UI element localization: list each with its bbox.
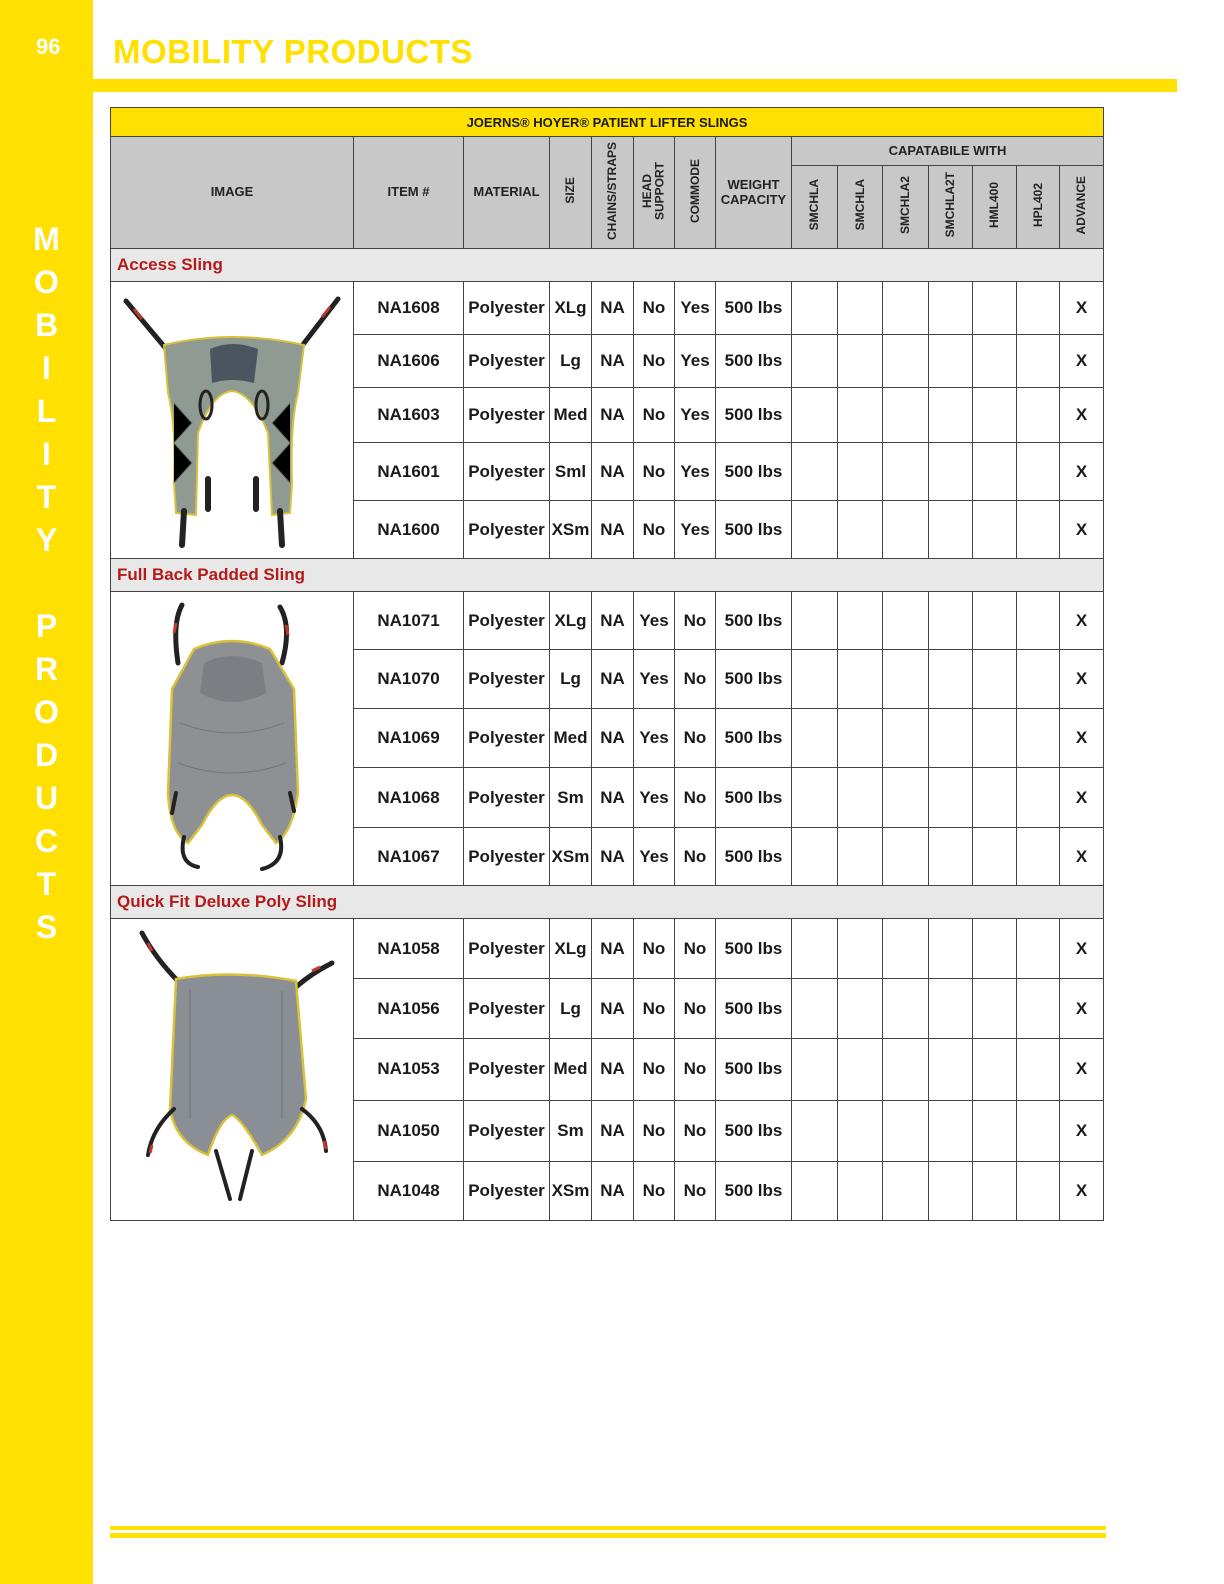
cell-compat-4 bbox=[973, 768, 1017, 828]
cell-item: NA1067 bbox=[354, 828, 464, 886]
cell-commode: No bbox=[675, 650, 716, 709]
cell-compat-4 bbox=[973, 828, 1017, 886]
cell-chains: NA bbox=[592, 388, 634, 443]
cell-compat-0 bbox=[792, 501, 838, 559]
cell-material: Polyester bbox=[464, 282, 550, 335]
cell-compat-3 bbox=[929, 1161, 973, 1220]
cell-compat-5 bbox=[1017, 282, 1060, 335]
title-underline bbox=[93, 79, 1177, 92]
cell-compat-6: X bbox=[1060, 592, 1104, 650]
cell-size: Med bbox=[550, 388, 592, 443]
cell-commode: No bbox=[675, 592, 716, 650]
cell-item: NA1050 bbox=[354, 1100, 464, 1161]
side-letter: M bbox=[33, 221, 60, 257]
cell-compat-5 bbox=[1017, 650, 1060, 709]
header-commode: COMMODE bbox=[675, 137, 716, 249]
header-compat-0: SMCHLA bbox=[792, 166, 838, 249]
cell-weight: 500 lbs bbox=[716, 1161, 792, 1220]
cell-compat-3 bbox=[929, 709, 973, 768]
cell-compat-6: X bbox=[1060, 1100, 1104, 1161]
cell-compat-4 bbox=[973, 282, 1017, 335]
cell-compat-2 bbox=[883, 650, 929, 709]
cell-head: No bbox=[634, 1039, 675, 1100]
cell-compat-0 bbox=[792, 1039, 838, 1100]
cell-compat-4 bbox=[973, 1039, 1017, 1100]
side-letter: I bbox=[42, 350, 51, 386]
cell-weight: 500 lbs bbox=[716, 1039, 792, 1100]
cell-weight: 500 lbs bbox=[716, 501, 792, 559]
cell-compat-0 bbox=[792, 335, 838, 388]
cell-commode: Yes bbox=[675, 335, 716, 388]
header-compat-5: HPL402 bbox=[1017, 166, 1060, 249]
section-header-cell bbox=[111, 249, 1104, 282]
header-size: SIZE bbox=[550, 137, 592, 249]
cell-chains: NA bbox=[592, 1100, 634, 1161]
footer-rule-top bbox=[110, 1526, 1106, 1530]
cell-compat-2 bbox=[883, 919, 929, 979]
header-chains-straps: CHAINS/STRAPS bbox=[592, 137, 634, 249]
header-compat-1: SMCHLA bbox=[838, 166, 883, 249]
cell-chains: NA bbox=[592, 768, 634, 828]
cell-compat-4 bbox=[973, 919, 1017, 979]
cell-head: No bbox=[634, 1161, 675, 1220]
cell-size: Sm bbox=[550, 768, 592, 828]
cell-compat-3 bbox=[929, 282, 973, 335]
cell-weight: 500 lbs bbox=[716, 282, 792, 335]
cell-material: Polyester bbox=[464, 709, 550, 768]
cell-material: Polyester bbox=[464, 919, 550, 979]
cell-compat-1 bbox=[838, 1039, 883, 1100]
side-letter: U bbox=[34, 780, 59, 816]
cell-compat-0 bbox=[792, 1161, 838, 1220]
cell-material: Polyester bbox=[464, 650, 550, 709]
sling-table bbox=[110, 107, 1104, 1221]
cell-compat-4 bbox=[973, 709, 1017, 768]
cell-compat-1 bbox=[838, 979, 883, 1039]
cell-compat-3 bbox=[929, 443, 973, 501]
cell-compat-2 bbox=[883, 1039, 929, 1100]
cell-compat-0 bbox=[792, 828, 838, 886]
cell-compat-1 bbox=[838, 592, 883, 650]
cell-compat-3 bbox=[929, 1039, 973, 1100]
cell-compat-0 bbox=[792, 979, 838, 1039]
cell-material: Polyester bbox=[464, 768, 550, 828]
side-letter: I bbox=[42, 436, 51, 472]
cell-compat-0 bbox=[792, 388, 838, 443]
cell-head: No bbox=[634, 388, 675, 443]
quick-fit-deluxe-poly-sling-image bbox=[112, 919, 352, 1215]
table-row bbox=[111, 592, 1104, 650]
side-letter: D bbox=[34, 737, 59, 773]
cell-size: Lg bbox=[550, 979, 592, 1039]
table-row bbox=[111, 282, 1104, 335]
cell-compat-5 bbox=[1017, 768, 1060, 828]
page-number: 96 bbox=[36, 34, 61, 59]
cell-commode: No bbox=[675, 828, 716, 886]
cell-compat-0 bbox=[792, 650, 838, 709]
cell-compat-4 bbox=[973, 979, 1017, 1039]
cell-size: XLg bbox=[550, 592, 592, 650]
cell-head: Yes bbox=[634, 650, 675, 709]
header-compat-4: HML400 bbox=[973, 166, 1017, 249]
cell-commode: No bbox=[675, 1100, 716, 1161]
cell-compat-4 bbox=[973, 1100, 1017, 1161]
cell-compat-1 bbox=[838, 650, 883, 709]
cell-item: NA1601 bbox=[354, 443, 464, 501]
cell-item: NA1056 bbox=[354, 979, 464, 1039]
cell-chains: NA bbox=[592, 1161, 634, 1220]
cell-weight: 500 lbs bbox=[716, 979, 792, 1039]
cell-compat-2 bbox=[883, 592, 929, 650]
side-letter: C bbox=[34, 823, 59, 859]
sling-image-cell bbox=[111, 919, 354, 1221]
cell-item: NA1608 bbox=[354, 282, 464, 335]
cell-compat-0 bbox=[792, 709, 838, 768]
cell-item: NA1068 bbox=[354, 768, 464, 828]
cell-material: Polyester bbox=[464, 1039, 550, 1100]
cell-size: XLg bbox=[550, 282, 592, 335]
side-banner bbox=[0, 0, 93, 1584]
cell-compat-2 bbox=[883, 709, 929, 768]
cell-compat-5 bbox=[1017, 1039, 1060, 1100]
cell-compat-2 bbox=[883, 282, 929, 335]
cell-weight: 500 lbs bbox=[716, 828, 792, 886]
cell-commode: No bbox=[675, 1039, 716, 1100]
cell-head: Yes bbox=[634, 828, 675, 886]
cell-head: No bbox=[634, 282, 675, 335]
cell-commode: No bbox=[675, 709, 716, 768]
side-letter: O bbox=[34, 694, 59, 730]
cell-size: Sml bbox=[550, 443, 592, 501]
side-letter: L bbox=[36, 393, 57, 429]
cell-compat-0 bbox=[792, 919, 838, 979]
cell-chains: NA bbox=[592, 709, 634, 768]
cell-size: Med bbox=[550, 709, 592, 768]
cell-commode: No bbox=[675, 979, 716, 1039]
cell-material: Polyester bbox=[464, 1161, 550, 1220]
cell-compat-0 bbox=[792, 592, 838, 650]
cell-weight: 500 lbs bbox=[716, 443, 792, 501]
sling-image-cell bbox=[111, 592, 354, 886]
cell-weight: 500 lbs bbox=[716, 768, 792, 828]
cell-chains: NA bbox=[592, 1039, 634, 1100]
cell-weight: 500 lbs bbox=[716, 335, 792, 388]
cell-compat-1 bbox=[838, 443, 883, 501]
side-letter: R bbox=[34, 651, 59, 687]
cell-item: NA1058 bbox=[354, 919, 464, 979]
cell-head: No bbox=[634, 1100, 675, 1161]
header-compat-6: ADVANCE bbox=[1060, 166, 1104, 249]
cell-item: NA1071 bbox=[354, 592, 464, 650]
cell-compat-5 bbox=[1017, 443, 1060, 501]
cell-compat-6: X bbox=[1060, 1039, 1104, 1100]
cell-size: XLg bbox=[550, 919, 592, 979]
cell-material: Polyester bbox=[464, 592, 550, 650]
cell-chains: NA bbox=[592, 650, 634, 709]
section-title: Quick Fit Deluxe Poly Sling bbox=[117, 892, 338, 911]
cell-commode: Yes bbox=[675, 388, 716, 443]
cell-compat-6: X bbox=[1060, 709, 1104, 768]
side-letter: B bbox=[34, 307, 59, 343]
cell-compat-6: X bbox=[1060, 919, 1104, 979]
cell-compat-3 bbox=[929, 1100, 973, 1161]
cell-head: No bbox=[634, 443, 675, 501]
header-compatible-with: CAPATABILE WITH bbox=[792, 137, 1104, 166]
cell-compat-5 bbox=[1017, 388, 1060, 443]
cell-size: XSm bbox=[550, 1161, 592, 1220]
side-letter: S bbox=[35, 909, 58, 945]
cell-size: Lg bbox=[550, 650, 592, 709]
cell-compat-6: X bbox=[1060, 335, 1104, 388]
cell-material: Polyester bbox=[464, 335, 550, 388]
cell-chains: NA bbox=[592, 282, 634, 335]
cell-item: NA1600 bbox=[354, 501, 464, 559]
cell-compat-5 bbox=[1017, 828, 1060, 886]
cell-compat-1 bbox=[838, 828, 883, 886]
cell-head: No bbox=[634, 979, 675, 1039]
cell-compat-1 bbox=[838, 1100, 883, 1161]
cell-compat-5 bbox=[1017, 919, 1060, 979]
cell-compat-1 bbox=[838, 335, 883, 388]
cell-compat-5 bbox=[1017, 501, 1060, 559]
cell-compat-1 bbox=[838, 282, 883, 335]
cell-compat-2 bbox=[883, 1161, 929, 1220]
page-title: MOBILITY PRODUCTS bbox=[113, 33, 473, 70]
cell-size: XSm bbox=[550, 501, 592, 559]
cell-head: Yes bbox=[634, 709, 675, 768]
cell-size: Lg bbox=[550, 335, 592, 388]
cell-compat-3 bbox=[929, 335, 973, 388]
cell-compat-5 bbox=[1017, 592, 1060, 650]
cell-size: XSm bbox=[550, 828, 592, 886]
header-item: ITEM # bbox=[354, 137, 464, 249]
header-head-support: HEAD SUPPORT bbox=[634, 137, 675, 249]
cell-compat-0 bbox=[792, 443, 838, 501]
section-header-row bbox=[111, 886, 1104, 919]
cell-head: Yes bbox=[634, 768, 675, 828]
cell-size: Sm bbox=[550, 1100, 592, 1161]
cell-compat-4 bbox=[973, 443, 1017, 501]
cell-compat-6: X bbox=[1060, 650, 1104, 709]
cell-compat-3 bbox=[929, 388, 973, 443]
cell-chains: NA bbox=[592, 592, 634, 650]
sling-image-cell bbox=[111, 282, 354, 559]
cell-item: NA1048 bbox=[354, 1161, 464, 1220]
cell-size: Med bbox=[550, 1039, 592, 1100]
cell-commode: No bbox=[675, 768, 716, 828]
side-letter: T bbox=[36, 866, 57, 902]
cell-compat-6: X bbox=[1060, 443, 1104, 501]
cell-compat-3 bbox=[929, 768, 973, 828]
cell-weight: 500 lbs bbox=[716, 709, 792, 768]
cell-commode: Yes bbox=[675, 282, 716, 335]
vertical-section-label bbox=[0, 218, 93, 949]
cell-compat-6: X bbox=[1060, 768, 1104, 828]
header-image: IMAGE bbox=[111, 137, 354, 249]
cell-compat-4 bbox=[973, 1161, 1017, 1220]
side-letter: P bbox=[35, 608, 58, 644]
cell-chains: NA bbox=[592, 919, 634, 979]
cell-material: Polyester bbox=[464, 828, 550, 886]
cell-commode: No bbox=[675, 919, 716, 979]
cell-compat-0 bbox=[792, 282, 838, 335]
cell-compat-6: X bbox=[1060, 828, 1104, 886]
cell-compat-2 bbox=[883, 1100, 929, 1161]
cell-compat-3 bbox=[929, 979, 973, 1039]
cell-compat-1 bbox=[838, 501, 883, 559]
cell-compat-6: X bbox=[1060, 979, 1104, 1039]
cell-compat-3 bbox=[929, 650, 973, 709]
cell-compat-1 bbox=[838, 709, 883, 768]
cell-compat-2 bbox=[883, 335, 929, 388]
cell-head: No bbox=[634, 501, 675, 559]
cell-compat-4 bbox=[973, 388, 1017, 443]
cell-commode: No bbox=[675, 1161, 716, 1220]
cell-compat-1 bbox=[838, 919, 883, 979]
cell-material: Polyester bbox=[464, 388, 550, 443]
cell-compat-1 bbox=[838, 1161, 883, 1220]
cell-head: Yes bbox=[634, 592, 675, 650]
cell-material: Polyester bbox=[464, 443, 550, 501]
side-letter: T bbox=[36, 479, 57, 515]
cell-commode: Yes bbox=[675, 443, 716, 501]
section-header-row bbox=[111, 249, 1104, 282]
side-letter: O bbox=[34, 264, 59, 300]
table-banner: JOERNS® HOYER® PATIENT LIFTER SLINGS bbox=[111, 108, 1104, 137]
cell-compat-2 bbox=[883, 443, 929, 501]
section-header-row bbox=[111, 559, 1104, 592]
cell-compat-5 bbox=[1017, 709, 1060, 768]
cell-item: NA1070 bbox=[354, 650, 464, 709]
cell-weight: 500 lbs bbox=[716, 1100, 792, 1161]
cell-item: NA1069 bbox=[354, 709, 464, 768]
footer-rule-bottom bbox=[110, 1533, 1106, 1538]
section-title: Access Sling bbox=[117, 255, 223, 274]
cell-chains: NA bbox=[592, 443, 634, 501]
cell-head: No bbox=[634, 919, 675, 979]
cell-compat-2 bbox=[883, 388, 929, 443]
cell-compat-6: X bbox=[1060, 501, 1104, 559]
cell-compat-5 bbox=[1017, 335, 1060, 388]
cell-commode: Yes bbox=[675, 501, 716, 559]
header-compat-2: SMCHLA2 bbox=[883, 166, 929, 249]
cell-chains: NA bbox=[592, 501, 634, 559]
cell-compat-6: X bbox=[1060, 1161, 1104, 1220]
cell-head: No bbox=[634, 335, 675, 388]
cell-chains: NA bbox=[592, 979, 634, 1039]
cell-chains: NA bbox=[592, 828, 634, 886]
cell-compat-4 bbox=[973, 650, 1017, 709]
header-weight-capacity: WEIGHT CAPACITY bbox=[716, 137, 792, 249]
cell-compat-3 bbox=[929, 592, 973, 650]
section-title: Full Back Padded Sling bbox=[117, 565, 305, 584]
cell-weight: 500 lbs bbox=[716, 388, 792, 443]
cell-chains: NA bbox=[592, 335, 634, 388]
full-back-padded-sling-image bbox=[112, 593, 352, 879]
cell-compat-4 bbox=[973, 335, 1017, 388]
cell-weight: 500 lbs bbox=[716, 919, 792, 979]
cell-compat-1 bbox=[838, 388, 883, 443]
table-row bbox=[111, 919, 1104, 979]
cell-compat-2 bbox=[883, 979, 929, 1039]
cell-compat-2 bbox=[883, 828, 929, 886]
cell-material: Polyester bbox=[464, 501, 550, 559]
cell-compat-4 bbox=[973, 592, 1017, 650]
cell-compat-3 bbox=[929, 919, 973, 979]
cell-item: NA1606 bbox=[354, 335, 464, 388]
cell-material: Polyester bbox=[464, 979, 550, 1039]
cell-material: Polyester bbox=[464, 1100, 550, 1161]
side-letter: Y bbox=[35, 522, 58, 558]
cell-compat-0 bbox=[792, 768, 838, 828]
cell-compat-1 bbox=[838, 768, 883, 828]
section-header-cell bbox=[111, 886, 1104, 919]
cell-compat-2 bbox=[883, 501, 929, 559]
cell-compat-5 bbox=[1017, 1161, 1060, 1220]
access-sling-image bbox=[112, 283, 352, 553]
cell-item: NA1603 bbox=[354, 388, 464, 443]
cell-compat-2 bbox=[883, 768, 929, 828]
cell-compat-0 bbox=[792, 1100, 838, 1161]
cell-compat-6: X bbox=[1060, 388, 1104, 443]
section-header-cell bbox=[111, 559, 1104, 592]
cell-item: NA1053 bbox=[354, 1039, 464, 1100]
cell-weight: 500 lbs bbox=[716, 650, 792, 709]
cell-compat-3 bbox=[929, 828, 973, 886]
cell-compat-4 bbox=[973, 501, 1017, 559]
header-compat-3: SMCHLA2T bbox=[929, 166, 973, 249]
header-material: MATERIAL bbox=[464, 137, 550, 249]
cell-weight: 500 lbs bbox=[716, 592, 792, 650]
cell-compat-6: X bbox=[1060, 282, 1104, 335]
cell-compat-5 bbox=[1017, 1100, 1060, 1161]
cell-compat-5 bbox=[1017, 979, 1060, 1039]
cell-compat-3 bbox=[929, 501, 973, 559]
